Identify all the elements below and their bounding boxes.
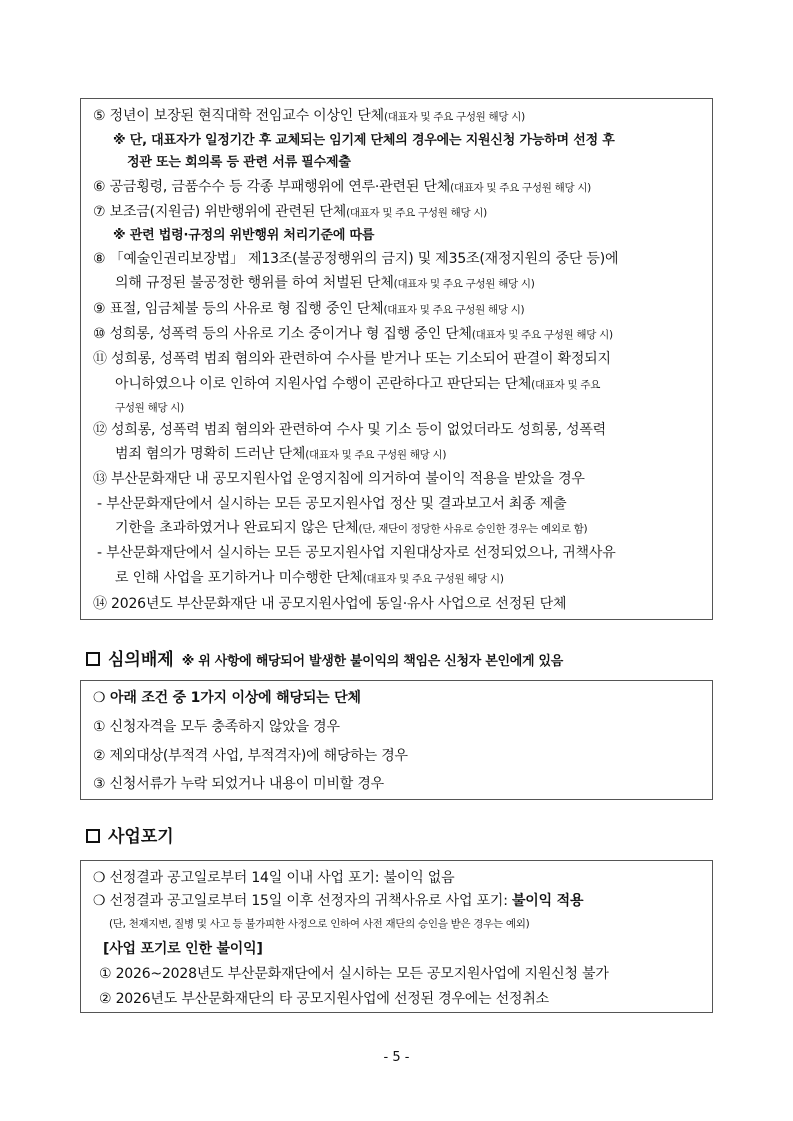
exclusion-note-regulation: ※ 관련 법령·규정의 위반행위 처리기준에 따름 <box>113 228 375 243</box>
exclusion-item-13-sub1: - 부산문화재단에서 실시하는 모든 공모지원사업 정산 및 결과보고서 최종 제출 <box>97 496 567 512</box>
exclusion-list-box <box>80 98 713 620</box>
deliberation-item-condition: ❍ 아래 조건 중 1가지 이상에 해당되는 단체 <box>93 690 361 706</box>
withdrawal-exception-note: (단, 천재지변, 질병 및 사고 등 불가피한 사정으로 인하여 사전 재단의 승인을 받은 경우는 예외) <box>109 918 530 930</box>
exclusion-item-13-sub1-cont: 기한을 초과하였거나 완료되지 않은 단체(단, 재단이 정당한 사유로 승인한 경우는 예외로 함) <box>115 520 588 536</box>
exclusion-item-9: ⑨ 표절, 임금체불 등의 사유로 형 집행 중인 단체(대표자 및 주요 구성원 해당 시) <box>93 301 525 317</box>
square-bullet-icon <box>86 652 100 666</box>
exclusion-item-8: ⑧ 「예술인권리보장법」 제13조(불공정행위의 금지) 및 제35조(재정지원의 중단 등)에 <box>93 251 619 267</box>
withdrawal-penalty-heading: [사업 포기로 인한 불이익] <box>103 941 263 957</box>
exclusion-item-10: ⑩ 성희롱, 성폭력 등의 사유로 기소 중이거나 형 집행 중인 단체(대표자 및 주요 구성원 해당 시) <box>93 326 613 342</box>
deliberation-item-1: ① 신청자격을 모두 충족하지 않았을 경우 <box>93 719 340 735</box>
withdrawal-penalty-1: ① 2026~2028년도 부산문화재단에서 실시하는 모든 공모지원사업에 지원신청 불가 <box>99 966 609 982</box>
exclusion-item-6: ⑥ 공금횡령, 금품수수 등 각종 부패행위에 연루·관련된 단체(대표자 및 주요 구성원 해당 시) <box>93 179 591 195</box>
deliberation-heading: 심의배제 ※ 위 사항에 해당되어 발생한 불이익의 책임은 신청자 본인에게 있음 <box>86 649 563 673</box>
exclusion-item-8-cont: 의해 규정된 불공정한 행위를 하여 처벌된 단체(대표자 및 주요 구성원 해당 시) <box>115 275 535 291</box>
exclusion-item-13: ⑬ 부산문화재단 내 공모지원사업 운영지침에 의거하여 불이익 적용을 받았을 경우 <box>93 471 585 487</box>
exclusion-item-13-sub2: - 부산문화재단에서 실시하는 모든 공모지원사업 지원대상자로 선정되었으나, 귀책사유 <box>97 545 616 561</box>
exclusion-item-11: ⑪ 성희롱, 성폭력 범죄 혐의와 관련하여 수사를 받거나 또는 기소되어 판결이 확정되지 <box>93 351 611 367</box>
exclusion-item-11-cont2: 구성원 해당 시) <box>115 402 184 414</box>
deliberation-box <box>80 680 713 800</box>
square-bullet-icon <box>86 829 100 843</box>
withdrawal-heading: 사업포기 <box>86 826 174 848</box>
exclusion-item-5: ⑤ 정년이 보장된 현직대학 전임교수 이상인 단체(대표자 및 주요 구성원 해당 시) <box>93 108 525 124</box>
exclusion-item-12: ⑫ 성희롱, 성폭력 범죄 혐의와 관련하여 수사 및 기소 등이 없었더라도 성희롱, 성폭력 <box>93 422 606 438</box>
deliberation-item-2: ② 제외대상(부적격 사업, 부적격자)에 해당하는 경우 <box>93 748 408 764</box>
exclusion-item-12-cont: 범죄 혐의가 명확히 드러난 단체(대표자 및 주요 구성원 해당 시) <box>115 446 447 462</box>
withdrawal-penalty-2: ② 2026년도 부산문화재단의 타 공모지원사업에 선정된 경우에는 선정취소 <box>99 991 550 1007</box>
exclusion-item-7: ⑦ 보조금(지원금) 위반행위에 관련된 단체(대표자 및 주요 구성원 해당 시) <box>93 204 487 220</box>
exclusion-item-14: ⑭ 2026년도 부산문화재단 내 공모지원사업에 동일·유사 사업으로 선정된 단체 <box>93 596 567 612</box>
withdrawal-box <box>80 860 713 1013</box>
page-number: - 5 - <box>383 1050 410 1065</box>
deliberation-note: ※ 위 사항에 해당되어 발생한 불이익의 책임은 신청자 본인에게 있음 <box>181 654 564 669</box>
exclusion-note-term-board: ※ 단, 대표자가 일정기간 후 교체되는 임기제 단체의 경우에는 지원신청 가능하며 선정 후 <box>113 133 615 148</box>
exclusion-item-11-cont: 아니하였으나 이로 인하여 지원사업 수행이 곤란하다고 판단되는 단체(대표자 및 주요 <box>115 376 601 392</box>
exclusion-note-term-board-cont: 정관 또는 회의록 등 관련 서류 필수제출 <box>127 155 351 170</box>
penalty-applied-label: 불이익 적용 <box>511 893 584 909</box>
withdrawal-line-14days: ❍ 선정결과 공고일로부터 14일 이내 사업 포기: 불이익 없음 <box>93 870 455 886</box>
deliberation-item-3: ③ 신청서류가 누락 되었거나 내용이 미비할 경우 <box>93 776 385 792</box>
exclusion-item-13-sub2-cont: 로 인해 사업을 포기하거나 미수행한 단체(대표자 및 주요 구성원 해당 시) <box>115 570 504 586</box>
withdrawal-line-15days: ❍ 선정결과 공고일로부터 15일 이후 선정자의 귀책사유로 사업 포기: 불이익 적용 <box>93 893 584 909</box>
